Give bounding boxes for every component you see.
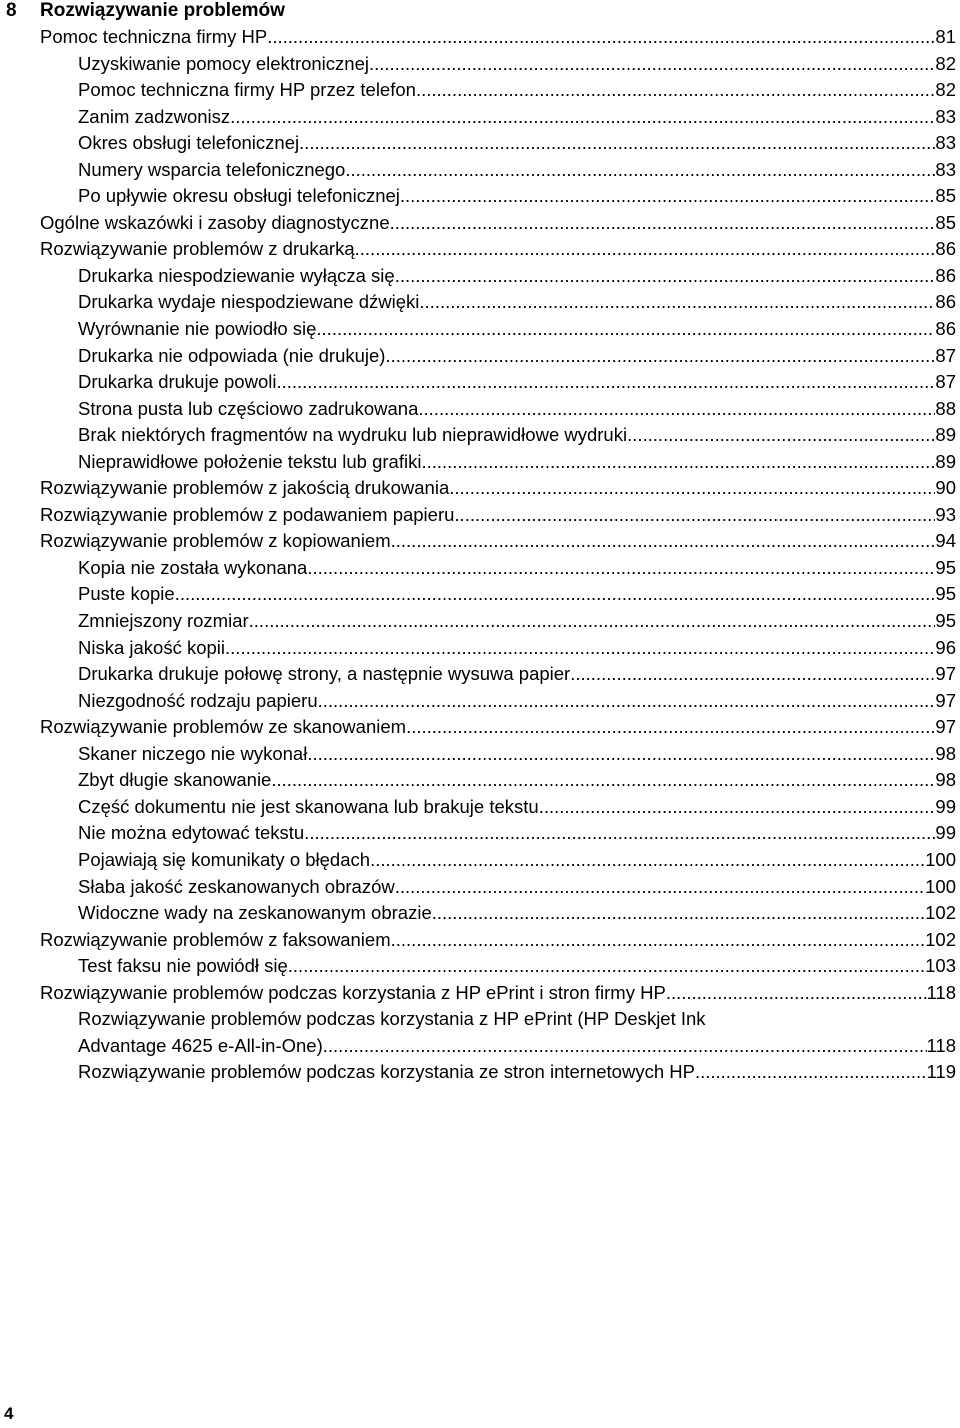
dot-leader — [395, 263, 936, 290]
toc-entry[interactable] — [0, 289, 960, 316]
toc-entry-title: Rozwiązywanie problemów ze skanowaniem — [40, 716, 407, 738]
dot-leader — [406, 714, 935, 741]
toc-entry-page: 88 — [935, 397, 956, 419]
toc-entry-page: 83 — [935, 132, 956, 154]
toc-entry-title: Nieprawidłowe położenie tekstu lub grafiki — [78, 450, 422, 472]
dot-leader — [390, 210, 936, 237]
dot-leader — [299, 130, 935, 157]
toc-entry-page: 119 — [926, 1061, 956, 1083]
toc-entry[interactable] — [0, 820, 960, 847]
toc-entry-title: Pomoc techniczna firmy HP — [40, 26, 268, 47]
toc-entry-title: Puste kopie — [78, 583, 175, 605]
toc-entry-page: 103 — [925, 955, 956, 977]
toc-entry-title: Pomoc techniczna firmy HP przez telefon — [78, 79, 416, 101]
toc-entry-page: 96 — [935, 636, 956, 658]
toc-entry-title: Rozwiązywanie problemów z faksowaniem — [40, 928, 391, 950]
toc-entry-page: 93 — [935, 503, 956, 525]
toc-entry-title: Drukarka niespodziewanie wyłącza się — [78, 264, 395, 286]
toc-entry[interactable] — [0, 183, 960, 210]
toc-entry-title: Skaner niczego nie wykonał — [78, 742, 308, 764]
dot-leader — [539, 794, 936, 821]
toc-entry-page: 83 — [935, 105, 956, 127]
toc-entry-title: Rozwiązywanie problemów podczas korzystania ze stron internetowych HP — [78, 1061, 695, 1083]
dot-leader — [391, 528, 936, 555]
dot-leader — [323, 1033, 927, 1060]
toc-entry[interactable] — [0, 422, 960, 449]
dot-leader — [421, 449, 935, 476]
toc-entry-title: Nie można edytować tekstu — [78, 822, 305, 844]
toc-entry-page: 102 — [925, 902, 956, 924]
dot-leader — [419, 289, 935, 316]
toc-entry-title: Zmniejszony rozmiar — [78, 610, 249, 632]
toc-entry-title: Drukarka drukuje połowę strony, a następnie wysuwa papier — [78, 663, 571, 685]
toc-entry[interactable] — [0, 661, 960, 688]
toc-entry-page: 89 — [935, 450, 956, 472]
dot-leader — [391, 927, 926, 954]
toc-entry[interactable] — [0, 77, 960, 104]
toc-entry-continued[interactable] — [0, 1006, 960, 1033]
dot-leader — [316, 316, 935, 343]
toc-entry-title: Drukarka wydaje niespodziewane dźwięki — [78, 291, 420, 313]
toc-entry-page: 98 — [935, 742, 956, 764]
dot-leader — [267, 24, 935, 51]
toc-entry[interactable] — [0, 794, 960, 821]
toc-entry-title: Okres obsługi telefonicznej — [78, 132, 300, 154]
toc-entry-page: 97 — [935, 716, 956, 738]
toc-entry[interactable] — [0, 475, 960, 502]
toc-entry-page: 95 — [935, 556, 956, 578]
toc-entry-page: 87 — [935, 344, 956, 366]
dot-leader — [288, 953, 925, 980]
dot-leader — [304, 820, 935, 847]
toc-entry-title: Widoczne wady na zeskanowanym obrazie — [78, 902, 432, 924]
toc-entry[interactable] — [0, 449, 960, 476]
dot-leader — [454, 502, 935, 529]
dot-leader — [276, 369, 935, 396]
dot-leader — [307, 741, 935, 768]
toc-entry[interactable] — [0, 369, 960, 396]
toc-entry[interactable] — [0, 1059, 960, 1086]
toc-entry-title: Niezgodność rodzaju papieru — [78, 689, 318, 711]
toc-entry-page: 82 — [935, 52, 956, 74]
dot-leader — [271, 767, 935, 794]
toc-entry-title: Pojawiają się komunikaty o błędach — [78, 848, 371, 870]
toc-entry-page: 86 — [935, 291, 956, 313]
toc-entry[interactable] — [0, 528, 960, 555]
toc-entry-title: Zbyt długie skanowanie — [78, 769, 272, 791]
toc-entry-title: Rozwiązywanie problemów z drukarką — [40, 238, 355, 260]
toc-entry-page: 83 — [935, 158, 956, 180]
toc-entry-page: 94 — [935, 530, 956, 552]
dot-leader — [418, 396, 935, 423]
dot-leader — [385, 343, 935, 370]
toc-entry-page: 85 — [935, 185, 956, 207]
toc-entry-page: 118 — [926, 981, 956, 1003]
toc-entry[interactable] — [0, 953, 960, 980]
toc-entry[interactable] — [0, 980, 960, 1007]
toc-entry-page: 97 — [935, 663, 956, 685]
toc-entry-page: 100 — [925, 848, 956, 870]
toc-entry-page: 89 — [935, 424, 956, 446]
toc-entry-title: Część dokumentu nie jest skanowana lub brakuje tekstu — [78, 795, 539, 817]
toc-entry[interactable] — [0, 1033, 960, 1060]
dot-leader — [249, 608, 936, 635]
dot-leader — [449, 475, 935, 502]
toc-entry-title: Kopia nie została wykonana — [78, 556, 308, 578]
toc-entry[interactable] — [0, 635, 960, 662]
toc-entry-title: Rozwiązywanie problemów podczas korzystania z HP ePrint (HP Deskjet Ink — [78, 1008, 706, 1030]
toc-entry-title: Rozwiązywanie problemów z jakością drukowania — [40, 477, 450, 499]
toc-entry[interactable] — [0, 343, 960, 370]
chapter-heading — [6, 0, 285, 24]
table-of-contents — [0, 24, 960, 1086]
toc-entry-page: 97 — [935, 689, 956, 711]
toc-entry-page: 118 — [926, 1034, 956, 1056]
toc-entry-page: 102 — [925, 928, 956, 950]
toc-entry[interactable] — [0, 157, 960, 184]
dot-leader — [627, 422, 935, 449]
toc-entry[interactable] — [0, 316, 960, 343]
toc-entry-page: 86 — [935, 318, 956, 340]
dot-leader — [225, 635, 935, 662]
page-number: 4 — [4, 1404, 14, 1423]
toc-entry-title: Numery wsparcia telefonicznego — [78, 158, 346, 180]
dot-leader — [307, 555, 935, 582]
toc-entry[interactable] — [0, 714, 960, 741]
chapter-title: Rozwiązywanie problemów — [40, 0, 285, 21]
toc-entry[interactable] — [0, 396, 960, 423]
toc-entry-page: 99 — [935, 795, 956, 817]
toc-entry[interactable] — [0, 263, 960, 290]
toc-entry-page: 81 — [935, 26, 956, 47]
toc-entry[interactable] — [0, 502, 960, 529]
dot-leader — [666, 980, 927, 1007]
toc-entry-title: Słaba jakość zeskanowanych obrazów — [78, 875, 395, 897]
toc-entry-title: Advantage 4625 e-All-in-One) — [78, 1034, 323, 1056]
dot-leader — [355, 236, 936, 263]
toc-entry[interactable] — [0, 767, 960, 794]
dot-leader — [345, 157, 935, 184]
dot-leader — [400, 183, 936, 210]
toc-entry-title: Drukarka nie odpowiada (nie drukuje) — [78, 344, 386, 366]
toc-entry-title: Uzyskiwanie pomocy elektronicznej — [78, 52, 369, 74]
toc-entry-title: Rozwiązywanie problemów z podawaniem papieru — [40, 503, 455, 525]
toc-entry-title: Rozwiązywanie problemów podczas korzystania z HP ePrint i stron firmy HP — [40, 981, 666, 1003]
toc-entry-page: 86 — [935, 238, 956, 260]
toc-entry-title: Po upływie okresu obsługi telefonicznej — [78, 185, 400, 207]
toc-entry[interactable] — [0, 51, 960, 78]
toc-entry[interactable] — [0, 688, 960, 715]
toc-entry[interactable] — [0, 130, 960, 157]
toc-entry[interactable] — [0, 900, 960, 927]
toc-entry[interactable] — [0, 555, 960, 582]
toc-entry-title: Brak niektórych fragmentów na wydruku lub nieprawidłowe wydruki — [78, 424, 628, 446]
toc-entry[interactable] — [0, 847, 960, 874]
toc-entry-page: 82 — [935, 79, 956, 101]
toc-entry-title: Drukarka drukuje powoli — [78, 371, 277, 393]
toc-entry[interactable] — [0, 581, 960, 608]
dot-leader — [369, 51, 935, 78]
toc-entry[interactable] — [0, 24, 960, 51]
toc-entry[interactable] — [0, 608, 960, 635]
toc-entry[interactable] — [0, 927, 960, 954]
toc-entry-page: 86 — [935, 264, 956, 286]
toc-entry-title: Test faksu nie powiódł się — [78, 955, 288, 977]
dot-leader — [175, 581, 936, 608]
toc-entry[interactable] — [0, 874, 960, 901]
toc-entry-title: Ogólne wskazówki i zasoby diagnostyczne — [40, 211, 390, 233]
toc-entry-title: Wyrównanie nie powiodło się — [78, 318, 317, 340]
dot-leader — [395, 874, 925, 901]
toc-entry[interactable] — [0, 236, 960, 263]
toc-entry-page: 90 — [935, 477, 956, 499]
dot-leader — [432, 900, 925, 927]
toc-entry-page: 100 — [925, 875, 956, 897]
toc-entry-title: Rozwiązywanie problemów z kopiowaniem — [40, 530, 391, 552]
chapter-number: 8 — [6, 0, 17, 21]
toc-entry[interactable] — [0, 741, 960, 768]
toc-entry-title: Niska jakość kopii — [78, 636, 226, 658]
toc-entry-title: Strona pusta lub częściowo zadrukowana — [78, 397, 419, 419]
dot-leader — [570, 661, 935, 688]
toc-entry[interactable] — [0, 104, 960, 131]
toc-entry-page: 85 — [935, 211, 956, 233]
dot-leader — [230, 104, 935, 131]
toc-entry-page: 98 — [935, 769, 956, 791]
toc-entry-title: Zanim zadzwonisz — [78, 105, 231, 127]
dot-leader — [318, 688, 936, 715]
toc-entry-page: 99 — [935, 822, 956, 844]
dot-leader — [416, 77, 935, 104]
toc-entry-page: 95 — [935, 610, 956, 632]
dot-leader — [370, 847, 925, 874]
toc-entry-page: 95 — [935, 583, 956, 605]
toc-entry-page: 87 — [935, 371, 956, 393]
toc-entry[interactable] — [0, 210, 960, 237]
dot-leader — [695, 1059, 927, 1086]
